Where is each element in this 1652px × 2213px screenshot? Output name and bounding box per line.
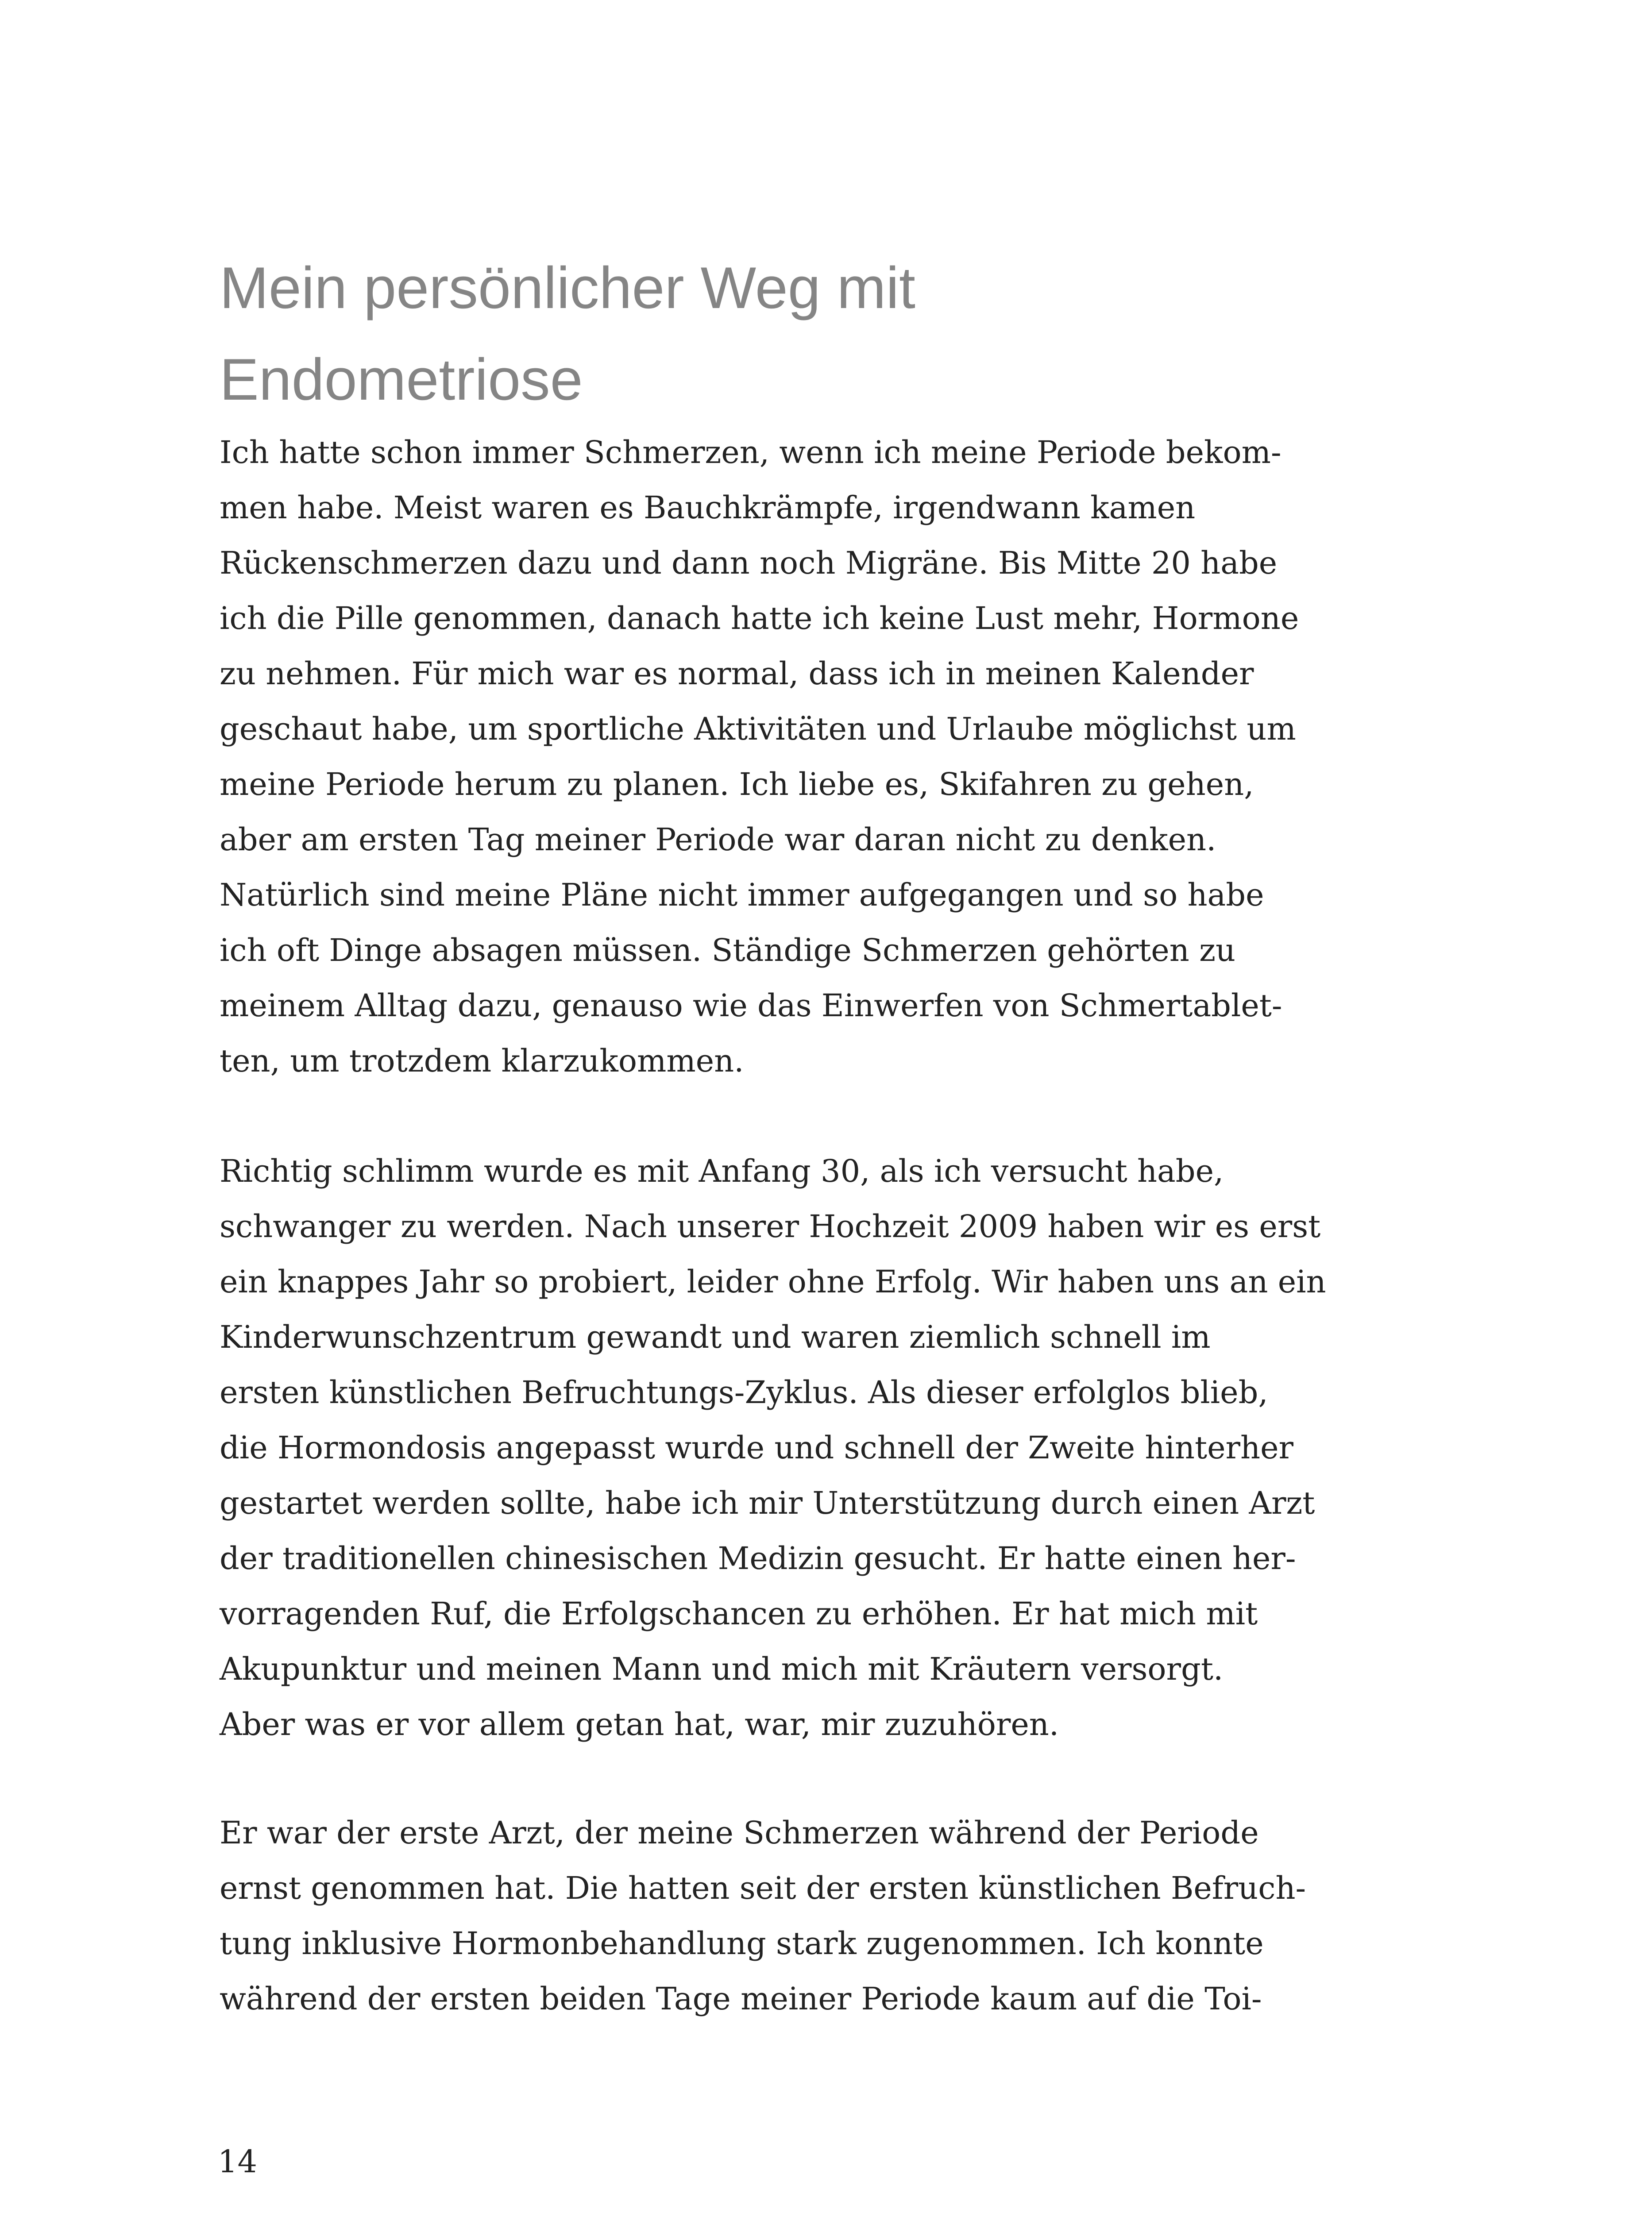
- text-line: men habe. Meist waren es Bauchkrämpfe, irgendwann kamen: [220, 490, 1196, 526]
- text-line: ich oft Dinge absagen müssen. Ständige Schmerzen gehörten zu: [220, 932, 1236, 968]
- text-line: ich die Pille genommen, danach hatte ich keine Lust mehr, Hormone: [220, 600, 1299, 636]
- text-line: vorragenden Ruf, die Erfolgschancen zu erhöhen. Er hat mich mit: [220, 1596, 1258, 1632]
- body-paragraph-1: [220, 425, 1371, 1089]
- text-line: Akupunktur und meinen Mann und mich mit Kräutern versorgt.: [220, 1651, 1224, 1687]
- text-line: Kinderwunschzentrum gewandt und waren ziemlich schnell im: [220, 1319, 1211, 1355]
- text-line: während der ersten beiden Tage meiner Periode kaum auf die Toi-: [220, 1981, 1262, 2017]
- body-paragraph-3: [220, 1805, 1371, 2027]
- text-line: Er war der erste Arzt, der meine Schmerzen während der Periode: [220, 1815, 1259, 1851]
- text-line: Rückenschmerzen dazu und dann noch Migräne. Bis Mitte 20 habe: [220, 545, 1278, 581]
- text-line: Aber was er vor allem getan hat, war, mir zuzuhören.: [220, 1706, 1059, 1743]
- chapter-title: [220, 243, 1370, 426]
- text-line: die Hormondosis angepasst wurde und schnell der Zweite hinterher: [220, 1430, 1293, 1466]
- text-line: ein knappes Jahr so probiert, leider ohne Erfolg. Wir haben uns an ein: [220, 1264, 1326, 1300]
- text-line: tung inklusive Hormonbehandlung stark zugenommen. Ich konnte: [220, 1925, 1264, 1962]
- text-line: Natürlich sind meine Pläne nicht immer aufgegangen und so habe: [220, 877, 1264, 913]
- text-line: zu nehmen. Für mich war es normal, dass ich in meinen Kalender: [220, 655, 1254, 692]
- text-line: aber am ersten Tag meiner Periode war daran nicht zu denken.: [220, 821, 1216, 858]
- text-line: der traditionellen chinesischen Medizin gesucht. Er hatte einen her-: [220, 1540, 1296, 1577]
- text-line: ersten künstlichen Befruchtungs-Zyklus. Als dieser erfolglos blieb,: [220, 1374, 1268, 1411]
- text-line: ernst genommen hat. Die hatten seit der ersten künstlichen Befruch-: [220, 1870, 1306, 1906]
- text-line: schwanger zu werden. Nach unserer Hochzeit 2009 haben wir es erst: [220, 1208, 1321, 1245]
- text-line: meinem Alltag dazu, genauso wie das Einwerfen von Schmertablet-: [220, 987, 1282, 1024]
- chapter-title-line: Mein persönlicher Weg mit: [220, 255, 915, 321]
- body-paragraph-2: [220, 1144, 1371, 1752]
- text-line: geschaut habe, um sportliche Aktivitäten und Urlaube möglichst um: [220, 711, 1296, 747]
- text-line: gestartet werden sollte, habe ich mir Unterstützung durch einen Arzt: [220, 1485, 1315, 1521]
- text-line: ten, um trotzdem klarzukommen.: [220, 1043, 744, 1079]
- chapter-title-line: Endometriose: [220, 347, 583, 413]
- text-line: Ich hatte schon immer Schmerzen, wenn ich meine Periode bekom-: [220, 434, 1281, 470]
- page-number: 14: [218, 2144, 258, 2180]
- text-line: meine Periode herum zu planen. Ich liebe es, Skifahren zu gehen,: [220, 766, 1254, 802]
- text-line: Richtig schlimm wurde es mit Anfang 30, als ich versucht habe,: [220, 1153, 1224, 1189]
